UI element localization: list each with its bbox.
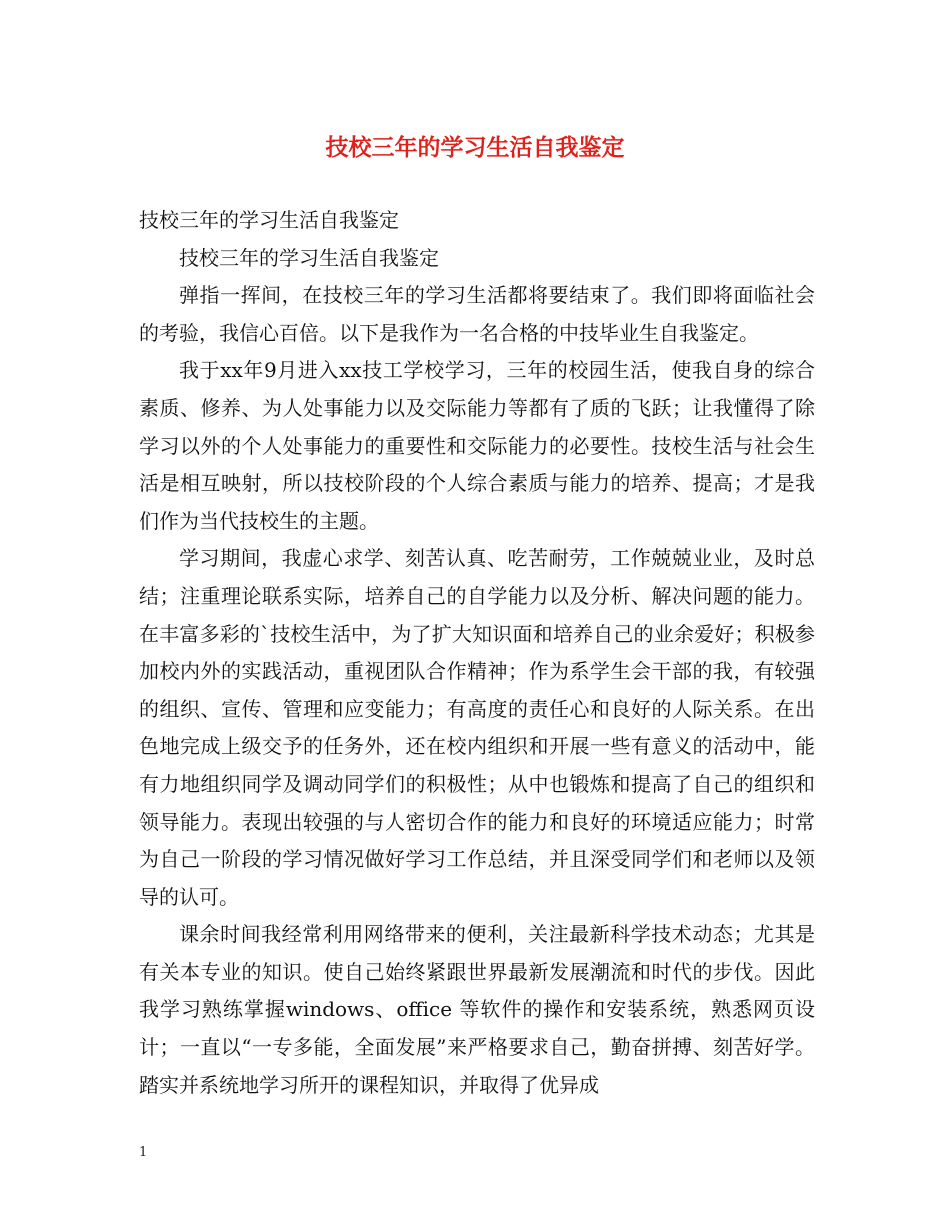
paragraph-intro: 弹指一挥间，在技校三年的学习生活都将要结束了。我们即将面临社会的考验，我信心百倍。以下是我作为一名合格的中技毕业生自我鉴定。	[139, 283, 815, 345]
paragraph-spare-time: 课余时间我经常利用网络带来的便利，关注最新科学技术动态；尤其是有关本专业的知识。使自己始终紧跟世界最新发展潮流和时代的步伐。因此我学习熟练掌握windows、office 等软件的操作和安装系统，熟悉网页设计；一直以“一专多能，全面发展”来严格要求自己，勤奋拼搏、刻苦好学。踏实并系统地学习所开的课程知识，并取得了优异成	[139, 922, 815, 1097]
paragraph-subheading: 技校三年的学习生活自我鉴定	[179, 245, 439, 270]
document-title: 技校三年的学习生活自我鉴定	[325, 134, 625, 161]
paragraph-school-life: 我于xx年9月进入xx技工学校学习，三年的校园生活，使我自身的综合素质、修养、为人处事能力以及交际能力等都有了质的飞跃；让我懂得了除学习以外的个人处事能力的重要性和交际能力的必要性。技校生活与社会生活是相互映射，所以技校阶段的个人综合素质与能力的培养、提高；才是我们作为当代技校生的主题。	[139, 358, 815, 533]
paragraph-heading: 技校三年的学习生活自我鉴定	[139, 208, 399, 232]
page-number: 1	[139, 1145, 148, 1160]
document-body	[139, 202, 815, 1104]
paragraph-study-period: 学习期间，我虚心求学、刻苦认真、吃苦耐劳，工作兢兢业业，及时总结；注重理论联系实际，培养自己的自学能力以及分析、解决问题的能力。在丰富多彩的`技校生活中，为了扩大知识面和培养自己的业余爱好；积极参加校内外的实践活动，重视团队合作精神；作为系学生会干部的我，有较强的组织、宣传、管理和应变能力；有高度的责任心和良好的人际关系。在出色地完成上级交予的任务外，还在校内组织和开展一些有意义的活动中，能有力地组织同学及调动同学们的积极性；从中也锻炼和提高了自己的组织和领导能力。表现出较强的与人密切合作的能力和良好的环境适应能力；时常为自己一阶段的学习情况做好学习工作总结，并且深受同学们和老师以及领导的认可。	[139, 546, 815, 909]
